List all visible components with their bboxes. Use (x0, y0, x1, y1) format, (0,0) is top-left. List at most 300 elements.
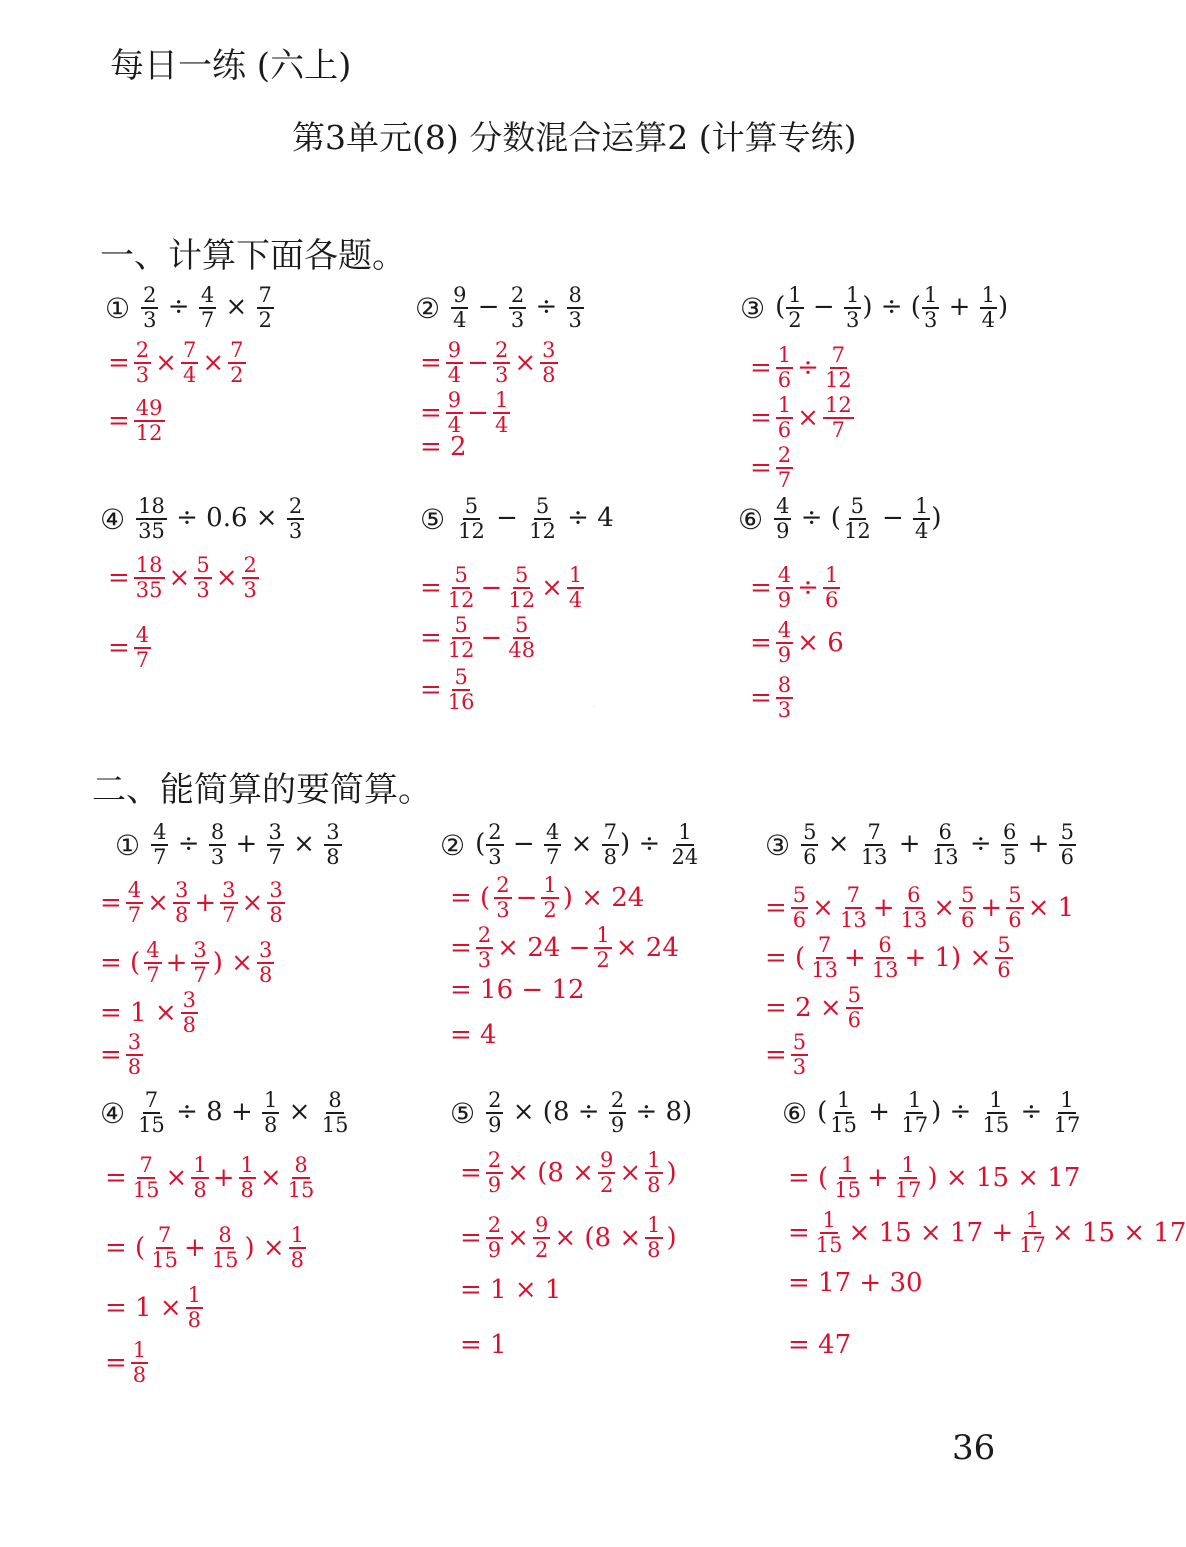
fraction (446, 340, 463, 386)
fraction (486, 1090, 503, 1136)
denominator: 8 (603, 845, 618, 869)
numerator: 5 (454, 563, 468, 587)
numerator: 2 (777, 443, 792, 467)
numerator: 5 (515, 613, 529, 637)
denominator: 3 (792, 1055, 807, 1079)
denominator: 7 (200, 308, 215, 332)
problem-number: ⑥ (782, 1096, 808, 1130)
numerator: 5 (515, 563, 529, 587)
expr-text: = (420, 675, 442, 705)
numerator: 5 (1008, 883, 1022, 907)
denominator: 13 (811, 958, 838, 982)
expr-text: ) ÷ (931, 1097, 980, 1127)
numerator: 5 (464, 494, 479, 518)
numerator: 3 (269, 878, 283, 902)
fraction (134, 625, 151, 671)
numerator: 8 (568, 283, 582, 307)
fraction (776, 565, 793, 611)
fraction (320, 1090, 351, 1136)
numerator: 49 (135, 396, 163, 420)
numerator: 5 (196, 553, 210, 577)
expr-text: = ( (100, 948, 141, 978)
fraction (141, 285, 158, 331)
numerator: 2 (487, 1213, 502, 1237)
expr-text: = ( (450, 883, 491, 913)
denominator: 13 (900, 908, 928, 932)
fraction (959, 885, 976, 931)
denominator: 6 (961, 908, 975, 932)
expr-text: ÷ 8) (627, 1097, 693, 1127)
denominator: 4 (447, 363, 462, 387)
numerator: 7 (831, 343, 846, 367)
denominator: 3 (923, 308, 938, 332)
section2-problem-4-step-1 (105, 1155, 317, 1201)
numerator: 8 (294, 1153, 308, 1177)
section2-problem-1-step-1 (100, 880, 286, 926)
denominator: 12 (508, 588, 536, 612)
denominator: 16 (447, 690, 475, 714)
numerator: 18 (135, 553, 163, 577)
expr-text: = 1 × (100, 998, 177, 1028)
numerator: 7 (157, 1223, 172, 1247)
denominator: 35 (135, 578, 163, 602)
denominator: 9 (487, 1238, 502, 1262)
denominator: 7 (545, 845, 560, 869)
numerator: 2 (496, 873, 510, 897)
denominator: 7 (268, 845, 282, 869)
denominator: 7 (193, 963, 207, 987)
expr-text: ) × 24 (562, 883, 645, 913)
fraction (776, 675, 793, 721)
fraction (1052, 1090, 1083, 1136)
numerator: 8 (777, 673, 792, 697)
expr-text: = ( (765, 943, 806, 973)
section1-problem-6-step-2 (750, 620, 844, 666)
denominator: 3 (143, 308, 157, 332)
section1-problem-2 (415, 285, 585, 331)
expr-text: × 1 (1027, 893, 1075, 923)
fraction (151, 822, 168, 868)
numerator: 2 (610, 1088, 625, 1112)
fraction (838, 885, 869, 931)
numerator: 1 (187, 1283, 202, 1307)
denominator: 2 (543, 898, 557, 922)
section1-problem-2-step-1 (420, 340, 559, 386)
denominator: 8 (290, 1248, 305, 1272)
expr-text: × (933, 893, 956, 923)
numerator: 1 (543, 873, 557, 897)
denominator: 8 (127, 1055, 142, 1079)
unit-subtitle: 第3单元(8) 分数混合运算2 (计算专练) (292, 118, 857, 157)
section1-problem-3-step-1 (750, 345, 855, 391)
denominator: 6 (824, 588, 839, 612)
fraction (533, 1215, 550, 1261)
expr-text: ) (666, 1158, 677, 1188)
numerator: 1 (290, 1223, 305, 1247)
numerator: 4 (127, 878, 142, 902)
expr-text: = (108, 563, 130, 593)
section2-problem-5 (450, 1090, 692, 1136)
fraction (181, 340, 198, 386)
fraction (899, 1090, 930, 1136)
denominator: 15 (815, 1233, 843, 1257)
fraction (136, 1090, 167, 1136)
problem-number: ① (105, 291, 131, 325)
expr-text: + (872, 893, 895, 923)
section2-problem-1-step-3 (100, 990, 199, 1036)
fraction (823, 565, 840, 611)
numerator: 3 (542, 338, 556, 362)
denominator: 3 (488, 845, 502, 869)
fraction (645, 1150, 662, 1196)
numerator: 1 (647, 1213, 661, 1237)
fraction (194, 555, 211, 601)
fraction (136, 496, 167, 542)
problem-expression (773, 496, 941, 542)
numerator: 6 (907, 883, 921, 907)
fraction (262, 1090, 279, 1136)
denominator: 7 (146, 963, 160, 987)
fraction (486, 1150, 503, 1196)
expr-text: × (168, 563, 191, 593)
numerator: 1 (901, 1153, 915, 1177)
fraction (493, 340, 510, 386)
section2-problem-6-step-3 (788, 1268, 923, 1298)
expr-text: ÷ (797, 573, 819, 603)
expr-text: ÷ 0.6 × (167, 503, 286, 533)
expr-text: = (460, 1158, 482, 1188)
expr-text: + (194, 888, 217, 918)
expr-text: = 2 (420, 432, 467, 462)
numerator: 12 (824, 393, 852, 417)
denominator: 15 (982, 1113, 1010, 1137)
denominator: 2 (258, 308, 272, 332)
numerator: 9 (447, 338, 462, 362)
numerator: 4 (153, 820, 167, 844)
numerator: 2 (243, 553, 257, 577)
fraction (486, 1215, 503, 1261)
section2-problem-2-step-3 (450, 975, 585, 1005)
section1-problem-3-step-2 (750, 395, 855, 441)
fraction (210, 1225, 241, 1271)
expr-text: × (541, 573, 563, 603)
denominator: 15 (151, 1248, 178, 1272)
fraction (846, 985, 863, 1031)
denominator: 15 (830, 1113, 857, 1137)
expr-text: = (450, 933, 472, 963)
section2-problem-4 (100, 1090, 351, 1136)
denominator: 12 (843, 519, 871, 543)
numerator: 1 (981, 283, 996, 307)
expr-text: × (165, 1163, 188, 1193)
expr-text: ) ÷ (620, 829, 669, 859)
expr-text: ÷ (1012, 1097, 1051, 1127)
numerator: 1 (788, 283, 802, 307)
fraction (509, 285, 526, 331)
fraction (446, 565, 477, 611)
expr-text: = (750, 453, 772, 483)
denominator: 3 (243, 578, 257, 602)
section2-problem-3-step-1 (765, 885, 1074, 931)
numerator: 1 (989, 1088, 1003, 1112)
section2-problem-4-step-2 (105, 1225, 307, 1271)
denominator: 6 (777, 418, 792, 442)
numerator: 5 (961, 883, 975, 907)
numerator: 7 (817, 933, 832, 957)
fraction (446, 390, 463, 436)
numerator: 2 (288, 494, 303, 518)
denominator: 9 (777, 588, 792, 612)
expr-text: = 17 + 30 (788, 1268, 923, 1298)
fraction (1001, 822, 1018, 868)
fraction (486, 822, 503, 868)
numerator: 4 (777, 563, 792, 587)
expr-text: × (259, 1163, 282, 1193)
expr-text: = (788, 1218, 810, 1248)
fraction (257, 940, 274, 986)
denominator: 17 (901, 1113, 929, 1137)
problem-expression (150, 822, 342, 868)
expr-text: = (105, 1163, 127, 1193)
numerator: 5 (803, 820, 817, 844)
numerator: 1 (923, 283, 938, 307)
section1-problem-3 (740, 285, 1008, 331)
fraction (842, 496, 873, 542)
problem-number: ⑤ (450, 1096, 476, 1130)
section2-problem-5-step-1 (460, 1150, 677, 1196)
problem-expression (450, 285, 585, 331)
expr-text: × 15 × 17 (1051, 1218, 1186, 1248)
problem-expression (140, 285, 275, 331)
expr-text: × (8 ÷ (504, 1097, 608, 1127)
numerator: 9 (599, 1148, 614, 1172)
expr-text: ( (475, 829, 486, 859)
section1-problem-2-step-3 (420, 432, 467, 462)
expr-text: ÷ ( (792, 503, 841, 533)
expr-text: − (873, 503, 913, 533)
problem-expression (817, 1090, 1083, 1136)
numerator: 1 (240, 1153, 254, 1177)
expr-text: × (202, 348, 225, 378)
denominator: 12 (824, 368, 852, 392)
section1-problem-1 (105, 285, 275, 331)
denominator: 9 (777, 643, 792, 667)
expr-text: + (165, 948, 188, 978)
numerator: 2 (488, 820, 502, 844)
fraction (451, 285, 468, 331)
numerator: 7 (867, 820, 881, 844)
problem-number: ⑥ (738, 502, 764, 536)
numerator: 2 (488, 1088, 502, 1112)
numerator: 1 (193, 1153, 207, 1177)
numerator: 3 (326, 820, 340, 844)
section2-problem-6-step-4 (788, 1330, 851, 1360)
problem-number: ⑤ (420, 502, 446, 536)
fraction (476, 925, 493, 971)
fraction (446, 615, 477, 661)
expr-text: = (105, 1348, 127, 1378)
section1-problem-5-step-3 (420, 667, 478, 713)
expr-text: ÷ (797, 353, 819, 383)
numerator: 8 (210, 820, 225, 844)
expr-text: = 1 × 1 (460, 1275, 562, 1305)
numerator: 5 (850, 494, 864, 518)
denominator: 8 (269, 903, 283, 927)
denominator: 15 (287, 1178, 315, 1202)
expr-text: ÷ 8 + (167, 1097, 262, 1127)
fraction (814, 1210, 845, 1256)
section2-problem-2 (440, 822, 701, 868)
fraction (289, 1225, 306, 1271)
numerator: 5 (997, 933, 1011, 957)
numerator: 7 (230, 338, 244, 362)
numerator: 1 (915, 494, 929, 518)
fraction (670, 822, 701, 868)
denominator: 12 (447, 638, 475, 662)
fraction (567, 565, 584, 611)
fraction (199, 285, 216, 331)
denominator: 15 (211, 1248, 239, 1272)
section1-problem-3-step-3 (750, 445, 794, 491)
fraction (541, 875, 558, 921)
numerator: 7 (182, 338, 197, 362)
expr-text: = (750, 683, 772, 713)
fraction (267, 880, 284, 926)
section1-problem-1-step-1 (108, 340, 247, 386)
expr-text: × (8 × (554, 1223, 642, 1253)
numerator: 4 (545, 820, 560, 844)
numerator: 2 (143, 283, 157, 307)
fraction (786, 285, 803, 331)
expr-text: ÷ (961, 829, 1000, 859)
fraction (776, 445, 793, 491)
section2-problem-2-step-1 (450, 875, 644, 921)
denominator: 4 (494, 413, 509, 437)
denominator: 6 (1060, 845, 1075, 869)
fraction (134, 398, 165, 444)
numerator: 3 (268, 820, 282, 844)
expr-text: = (100, 1040, 122, 1070)
expr-text: − (480, 623, 503, 653)
denominator: 15 (138, 1113, 165, 1137)
expr-text: × 24 (615, 933, 679, 963)
expr-text: = (108, 406, 130, 436)
expr-text: = (750, 353, 772, 383)
problem-expression (485, 1090, 692, 1136)
section2-problem-5-step-3 (460, 1275, 561, 1305)
section1-problem-5-step-2 (420, 615, 538, 661)
denominator: 7 (777, 468, 792, 492)
denominator: 6 (847, 1008, 862, 1032)
expr-text: × (215, 563, 238, 593)
numerator: 6 (938, 820, 952, 844)
expr-text: ) × (244, 1233, 285, 1263)
fraction (995, 935, 1012, 981)
expr-text: × (507, 1223, 529, 1253)
denominator: 17 (894, 1178, 922, 1202)
numerator: 1 (777, 343, 792, 367)
fraction (173, 880, 190, 926)
problem-expression (135, 1090, 351, 1136)
numerator: 6 (878, 933, 892, 957)
denominator: 7 (831, 418, 846, 442)
section2-problem-3-step-2 (765, 935, 1014, 981)
fraction (893, 1155, 924, 1201)
expr-text: = (420, 348, 442, 378)
denominator: 24 (671, 845, 699, 869)
fraction (506, 615, 537, 661)
fraction (791, 885, 808, 931)
expr-text: + (890, 829, 929, 859)
section-2-title: 二、能简算的要简算。 (92, 770, 432, 810)
section1-problem-4-step-1 (108, 555, 260, 601)
denominator: 9 (776, 519, 790, 543)
problem-expression (135, 496, 305, 542)
expr-text: − (804, 292, 843, 322)
denominator: 15 (321, 1113, 349, 1137)
expr-text: + (1019, 829, 1058, 859)
fraction (823, 345, 854, 391)
fraction (131, 1155, 162, 1201)
numerator: 1 (836, 1088, 851, 1112)
denominator: 9 (488, 1113, 502, 1137)
fraction (774, 496, 791, 542)
fraction (544, 822, 561, 868)
numerator: 1 (1025, 1208, 1040, 1232)
denominator: 13 (871, 958, 899, 982)
expr-text: × 6 (797, 628, 844, 658)
fraction (191, 940, 208, 986)
expr-text: + (860, 1097, 899, 1127)
numerator: 1 (596, 923, 610, 947)
denominator: 9 (487, 1173, 502, 1197)
fraction (149, 1225, 180, 1271)
denominator: 8 (193, 1178, 207, 1202)
expr-text: × (619, 1158, 642, 1188)
fraction (242, 555, 259, 601)
denominator: 4 (981, 308, 996, 332)
fraction (1059, 822, 1076, 868)
numerator: 9 (534, 1213, 549, 1237)
numerator: 6 (1002, 820, 1017, 844)
denominator: 7 (153, 845, 167, 869)
fraction (220, 880, 237, 926)
expr-text: = (765, 893, 787, 923)
expr-text: × (217, 292, 256, 322)
fraction (913, 496, 930, 542)
section2-problem-5-step-4 (460, 1330, 507, 1360)
expr-text: = (100, 888, 122, 918)
section2-problem-3 (765, 822, 1077, 868)
expr-text: ) × (212, 948, 253, 978)
fraction (540, 340, 557, 386)
numerator: 4 (776, 494, 790, 518)
problem-number: ② (440, 828, 466, 862)
section1-problem-6-step-3 (750, 675, 794, 721)
denominator: 8 (264, 1113, 278, 1137)
section1-problem-6-step-1 (750, 565, 841, 611)
numerator: 1 (845, 283, 860, 307)
expr-text: − (480, 573, 503, 603)
denominator: 48 (508, 638, 536, 662)
denominator: 4 (453, 308, 467, 332)
numerator: 4 (200, 283, 215, 307)
numerator: 1 (1060, 1088, 1074, 1112)
numerator: 9 (447, 388, 462, 412)
fraction (859, 822, 890, 868)
numerator: 4 (777, 618, 792, 642)
denominator: 3 (135, 363, 150, 387)
